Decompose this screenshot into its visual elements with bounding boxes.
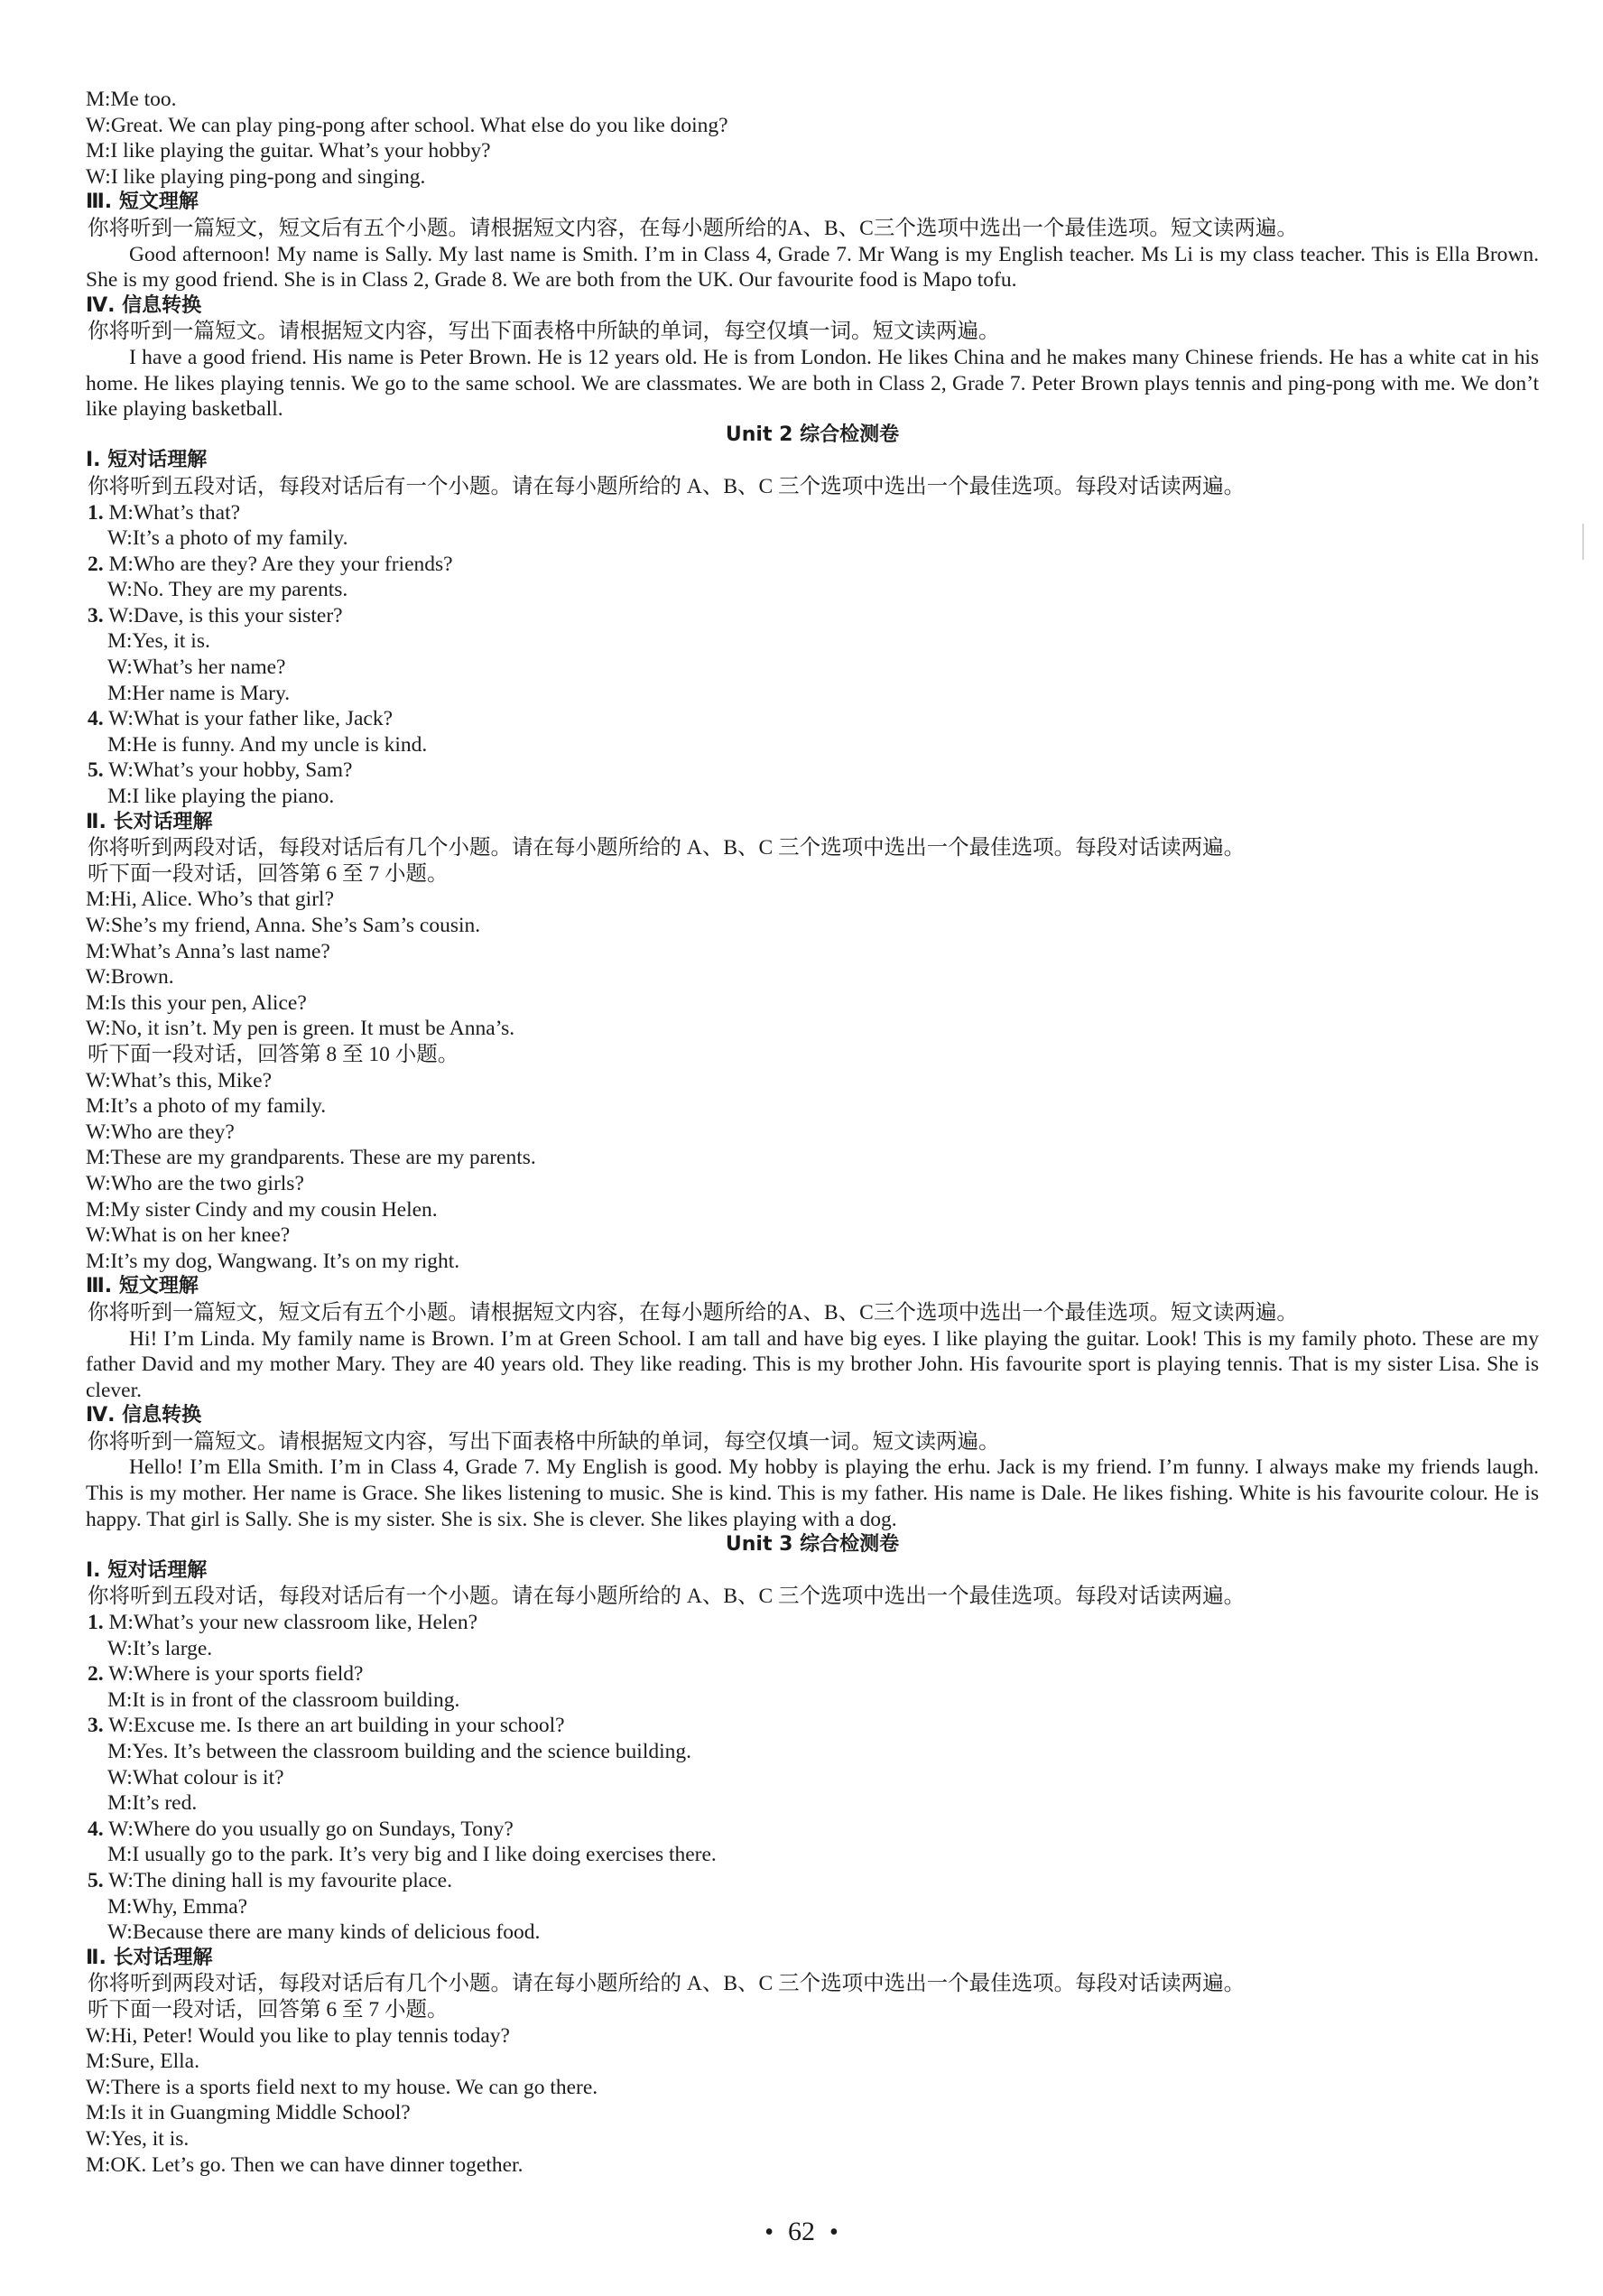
dialogue-line: W:No, it isn’t. My pen is green. It must be Anna’s. [86,1017,515,1041]
page-number-dot: • [829,2218,839,2246]
dialogue-line: W:Yes, it is. [86,2126,190,2151]
question-line [86,603,1539,629]
dialogue-line: M:OK. Let’s go. Then we can have dinner together. [86,2152,524,2177]
question-line [86,758,1539,784]
dialogue-line: W:Brown. [86,965,174,990]
dialogue-line: M:It is in front of the classroom building. [107,1687,460,1712]
dialogue-line: M:Yes, it is. [107,629,210,654]
unit-title: Unit 3 综合检测卷 [725,1533,900,1557]
dialogue-line: M:It’s red. [107,1791,198,1816]
dialogue-line: M:Her name is Mary. [107,681,291,705]
passage: I have a good friend. His name is Peter Brown. He is 12 years old. He is from London. He likes China and he makes many Chinese friends. He has a white cat in his home. He likes playing tennis. We go to the same school. We are classmates. We are both in Class 2, Grade 7. Peter Brown plays tennis and ping-pong with me. We don’t like playing basketball. [86,345,1539,422]
dialogue-text: W:What is your father like, Jack? [108,707,394,731]
dialogue-line: W:Hi, Peter! Would you like to play tennis today? [86,2023,510,2048]
passage: Hello! I’m Ella Smith. I’m in Class 4, Grade 7. My English is good. My hobby is playing the erhu. Jack is my friend. I’m funny. I always make my friends laugh. This is my mother. Her name is Grace. She likes listening to music. She is kind. This is my father. His name is Dale. He likes fishing. White is his favourite colour. He is happy. That girl is Sally. She is my sister. She is six. She is clever. She likes playing with a dog. [86,1455,1539,1531]
question-number: 1. [88,500,104,525]
section-instruction: 你将听到一篇短文。请根据短文内容，写出下面表格中所缺的单词，每空仅填一词。短文读两遍。 [88,1429,1000,1454]
dialogue-line: W:No. They are my parents. [107,578,348,602]
section-instruction: 你将听到五段对话，每段对话后有一个小题。请在每小题所给的 A、B、C 三个选项中选出一个最佳选项。每段对话读两遍。 [88,474,1246,498]
section-heading: Ⅰ. 短对话理解 [86,1558,208,1582]
dialogue-line: W:What’s this, Mike? [86,1068,273,1092]
passage: Good afternoon! My name is Sally. My last name is Smith. I’m in Class 4, Grade 7. Mr Wang is my English teacher. Ms Li is my class teacher. This is Ella Brown. She is my good friend. She is in Class 2, Grade 8. We are both from the UK. Our favourite food is Mapo tofu. [86,242,1539,293]
question-number: 4. [88,707,104,731]
dialogue-intro: 听下面一段对话，回答第 6 至 7 小题。 [88,1997,449,2022]
dialogue-line: W:What is on her knee? [86,1223,291,1248]
dialogue-line: M:Sure, Ella. [86,2050,199,2074]
dialogue-line: M:My sister Cindy and my cousin Helen. [86,1197,438,1222]
section-instruction: 你将听到一篇短文，短文后有五个小题。请根据短文内容，在每小题所给的A、B、C三个选项中选出一个最佳选项。短文读两遍。 [88,216,1298,240]
dialogue-line: M:What’s Anna’s last name? [86,939,330,963]
dialogue-text: M:What’s that? [108,500,241,525]
dialogue-line: W:Because there are many kinds of delicious food. [107,1920,541,1945]
dialogue-line: W:What’s her name? [107,655,286,680]
dialogue-text: M:Who are they? Are they your friends? [108,552,453,576]
dialogue-text: W:Where is your sports field? [108,1662,364,1687]
question-number: 5. [88,1868,104,1892]
dialogue-line: W:There is a sports field next to my house. We can go there. [86,2075,598,2099]
dialogue-line: M:Yes. It’s between the classroom building and the science building. [107,1740,692,1763]
page-number [0,2217,1603,2247]
dialogue-line: M:Me too. [86,88,177,111]
dialogue-text: W:Where do you usually go on Sundays, Tony? [108,1817,514,1841]
section-heading: Ⅱ. 长对话理解 [86,810,213,833]
page-content [86,87,1539,2178]
dialogue-line: W:Great. We can play ping-pong after school. What else do you like doing? [86,113,728,137]
dialogue-line: W:What colour is it? [107,1765,284,1789]
dialogue-line: M:It’s a photo of my family. [86,1094,327,1119]
passage: Hi! I’m Linda. My family name is Brown. I’m at Green School. I am tall and have big eyes. I like playing the guitar. Look! This is my family photo. These are my father David and my mother Mary. They are 40 years old. They like reading. This is my brother John. His favourite sport is playing tennis. That is my sister Lisa. She is clever. [86,1326,1539,1402]
dialogue-line: M:It’s my dog, Wangwang. It’s on my right. [86,1249,460,1273]
dialogue-line: M:Is this your pen, Alice? [86,990,307,1015]
question-line [86,1661,1539,1687]
dialogue-text: W:The dining hall is my favourite place. [108,1868,452,1892]
dialogue-line: M:Is it in Guangming Middle School? [86,2101,411,2125]
question-number: 2. [88,552,104,576]
unit-title: Unit 2 综合检测卷 [725,423,900,446]
question-number: 2. [88,1662,104,1687]
section-heading: Ⅰ. 短对话理解 [86,449,208,472]
section-heading: Ⅳ. 信息转换 [86,293,202,317]
section-heading: Ⅱ. 长对话理解 [86,1946,213,1969]
dialogue-line: M:He is funny. And my uncle is kind. [107,732,428,757]
question-line [86,1610,1539,1636]
question-line [86,1868,1539,1894]
dialogue-line: W:It’s a photo of my family. [107,526,348,551]
dialogue-line: W:I like playing ping-pong and singing. [86,164,426,189]
dialogue-line: M:I usually go to the park. It’s very big and I like doing exercises there. [107,1843,717,1867]
question-line [86,1817,1539,1843]
page-number-dot: • [764,2218,774,2246]
section-instruction: 你将听到五段对话，每段对话后有一个小题。请在每小题所给的 A、B、C 三个选项中选出一个最佳选项。每段对话读两遍。 [88,1585,1246,1609]
section-instruction: 你将听到一篇短文。请根据短文内容，写出下面表格中所缺的单词，每空仅填一词。短文读两遍。 [88,320,1000,344]
question-line [86,552,1539,578]
dialogue-line: W:It’s large. [107,1636,213,1660]
page-number-value: 62 [788,2217,815,2246]
section-instruction: 你将听到两段对话，每段对话后有几个小题。请在每小题所给的 A、B、C 三个选项中选出一个最佳选项。每段对话读两遍。 [88,1972,1246,1996]
question-line [86,706,1539,732]
question-number: 3. [88,603,104,627]
dialogue-text: W:Dave, is this your sister? [108,603,343,627]
dialogue-line: M:Why, Emma? [107,1894,248,1919]
dialogue-intro: 听下面一段对话，回答第 6 至 7 小题。 [88,861,449,886]
section-heading: Ⅳ. 信息转换 [86,1404,202,1427]
dialogue-line: M:I like playing the piano. [107,785,335,809]
section-instruction: 你将听到一篇短文，短文后有五个小题。请根据短文内容，在每小题所给的A、B、C三个选项中选出一个最佳选项。短文读两遍。 [88,1300,1298,1325]
dialogue-line: W:Who are the two girls? [86,1171,304,1195]
question-number: 1. [88,1611,104,1635]
question-number: 5. [88,758,104,783]
dialogue-intro: 听下面一段对话，回答第 8 至 10 小题。 [88,1042,459,1066]
scan-edge-mark [1582,524,1584,560]
section-instruction: 你将听到两段对话，每段对话后有几个小题。请在每小题所给的 A、B、C 三个选项中选出一个最佳选项。每段对话读两遍。 [88,836,1246,860]
question-number: 3. [88,1714,104,1738]
dialogue-line: W:Who are they? [86,1120,235,1144]
section-heading: Ⅲ. 短文理解 [86,1275,199,1298]
dialogue-line: W:She’s my friend, Anna. She’s Sam’s cousin. [86,914,481,937]
dialogue-line: M:Hi, Alice. Who’s that girl? [86,888,335,912]
question-number: 4. [88,1817,104,1841]
dialogue-line: M:I like playing the guitar. What’s your hobby? [86,139,491,163]
dialogue-line: M:These are my grandparents. These are my parents. [86,1146,536,1170]
question-line [86,500,1539,526]
question-line [86,1713,1539,1739]
dialogue-text: M:What’s your new classroom like, Helen? [108,1611,478,1635]
dialogue-text: W:Excuse me. Is there an art building in your school? [108,1714,565,1738]
section-heading: Ⅲ. 短文理解 [86,191,199,214]
dialogue-text: W:What’s your hobby, Sam? [108,758,353,783]
